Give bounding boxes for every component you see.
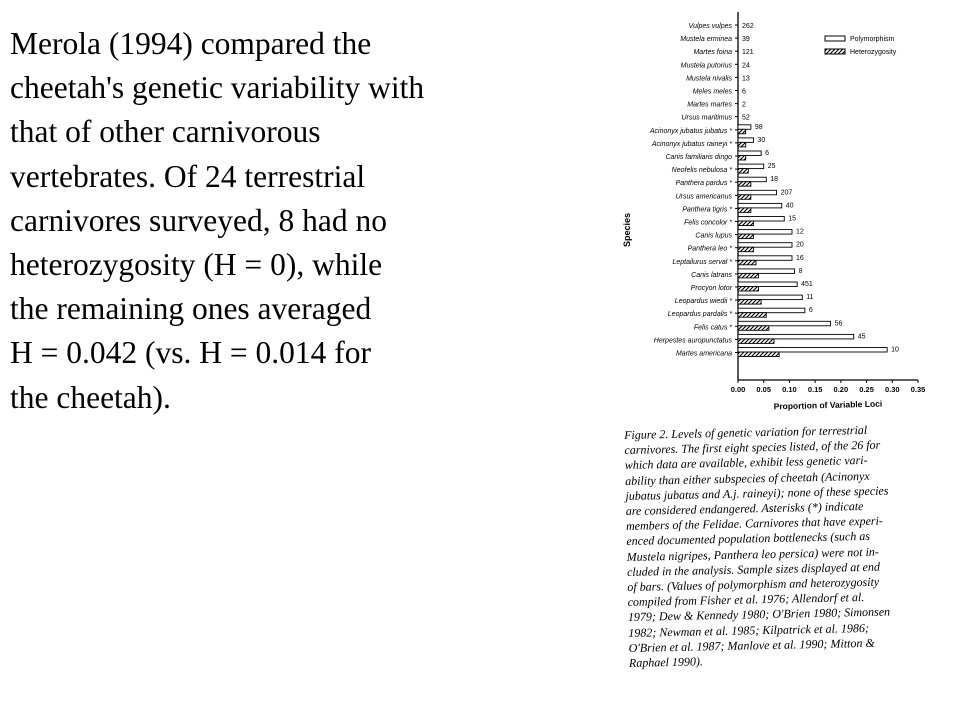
heterozygosity-bar: [738, 182, 751, 187]
heterozygosity-bar: [738, 195, 751, 200]
polymorphism-bar: [738, 321, 831, 326]
caption-line: of bars. (Values of polymorphism and heterozygosity: [627, 574, 880, 594]
species-label: Leopardus wiedii *: [674, 298, 732, 306]
polymorphism-bar: [738, 164, 764, 169]
species-label: Acinonyx jubatus raineyi *: [651, 140, 732, 148]
species-label: Felis concolor *: [684, 219, 732, 227]
caption-line: O'Brien et al. 1987; Manlove et al. 1990; Mitton &: [628, 635, 875, 655]
sample-size-label: 98: [754, 123, 763, 131]
sample-size-label: 2: [742, 101, 746, 109]
x-tick-label: 0.35: [910, 385, 926, 394]
sample-size-label: 262: [742, 23, 754, 30]
legend-label-polymorphism: Polymorphism: [850, 36, 895, 43]
species-label: Panthera pardus *: [675, 180, 732, 188]
text-line: cheetah's genetic variability with: [10, 70, 425, 106]
polymorphism-bar: [738, 177, 766, 182]
sample-size-label: 56: [834, 320, 843, 328]
polymorphism-bar: [738, 151, 761, 156]
caption-line: which data are available, exhibit less genetic vari-: [624, 453, 868, 473]
species-label: Panthera tigris *: [682, 206, 732, 214]
sample-size-label: 16: [796, 254, 804, 262]
polymorphism-bar: [738, 348, 887, 353]
sample-size-label: 10: [891, 346, 899, 354]
polymorphism-bar: [738, 190, 777, 195]
polymorphism-bar: [738, 217, 784, 222]
sample-size-label: 20: [796, 241, 804, 249]
sample-size-label: 13: [742, 75, 750, 83]
heterozygosity-bar: [738, 313, 766, 318]
text-line: H = 0.042 (vs. H = 0.014 for: [10, 335, 372, 371]
sample-size-label: 451: [801, 281, 813, 288]
polymorphism-bar: [738, 125, 751, 130]
heterozygosity-bar: [738, 339, 774, 344]
sample-size-label: 6: [808, 307, 813, 315]
legend-label-heterozygosity: Heterozygosity: [850, 49, 897, 56]
species-label: Neofelis nebulosa *: [671, 167, 732, 175]
caption-line: cluded in the analysis. Sample sizes displayed at end: [626, 559, 881, 579]
species-label: Vulpes vulpes: [688, 23, 732, 30]
x-tick-label: 0.15: [807, 385, 823, 394]
x-tick-label: 0.10: [782, 385, 797, 394]
polymorphism-bar: [738, 256, 792, 260]
species-label: Canis latrans: [691, 271, 732, 279]
species-label: Acinonyx jubatus jubatus *: [649, 127, 732, 135]
heterozygosity-bar: [738, 300, 761, 305]
caption-line: Raphael 1990).: [628, 654, 704, 670]
text-line: that of other carnivorous: [10, 114, 321, 150]
figure-caption: [624, 421, 959, 671]
species-label: Procyon lotor: [690, 285, 732, 292]
caption-line: carnivores. The first eight species listed, of the 26 for: [624, 437, 881, 458]
legend-swatch-polymorphism: [825, 36, 845, 41]
text-line: vertebrates. Of 24 terrestrial: [10, 158, 366, 194]
legend-swatch-heterozygosity: [825, 49, 845, 54]
polymorphism-bar: [738, 334, 854, 339]
species-label: Leopardus pardalis *: [667, 311, 732, 319]
caption-line: 1982; Newman et al. 1985; Kilpatrick et al. 1986;: [628, 620, 870, 640]
sample-size-label: 40: [785, 202, 794, 210]
species-label: Martes americana: [675, 350, 732, 358]
text-line: the remaining ones averaged: [10, 291, 372, 327]
sample-size-label: 25: [767, 163, 776, 171]
caption-line: enced documented population bottlenecks (such as: [626, 529, 871, 549]
polymorphism-bar: [738, 269, 795, 274]
species-label: Canis lupus: [695, 232, 732, 240]
heterozygosity-bar: [738, 208, 751, 213]
sample-size-label: 6: [765, 150, 770, 157]
x-axis-title: Proportion of Variable Loci: [773, 398, 883, 412]
species-label: Felis catus *: [693, 324, 732, 332]
caption-line: Mustela nigripes, Panthera leo persica) were not in-: [626, 544, 879, 564]
sample-size-label: 18: [770, 176, 779, 184]
x-tick-label: 0.20: [833, 385, 849, 394]
caption-line: jubatus jubatus and A.j. raineyi); none of these species: [625, 483, 889, 503]
text-line: the cheetah).: [10, 379, 171, 415]
species-label: Martes martes: [687, 101, 732, 109]
heterozygosity-bar: [738, 234, 753, 239]
heterozygosity-bar: [738, 287, 759, 292]
x-tick-label: 0.25: [859, 385, 874, 394]
polymorphism-bar: [738, 282, 797, 287]
species-label: Leptailurus serval *: [672, 258, 732, 266]
text-line: Merola (1994) compared the: [10, 26, 372, 61]
heterozygosity-bar: [738, 247, 753, 252]
sample-size-label: 30: [757, 136, 766, 144]
polymorphism-bar: [738, 230, 792, 235]
heterozygosity-bar: [738, 142, 746, 147]
polymorphism-bar: [738, 203, 782, 208]
caption-line: ability than either subspecies of cheetah (Acinonyx: [624, 468, 870, 488]
polymorphism-bar: [738, 295, 802, 300]
caption-line: members of the Felidae. Carnivores that have experi-: [625, 513, 883, 534]
caption-line: are considered endangered. Asterisks (*) indicate: [625, 499, 864, 518]
heterozygosity-bar: [738, 156, 746, 161]
x-tick-label: 0.05: [756, 385, 772, 394]
y-axis-title: Species: [622, 212, 632, 248]
description-text: [10, 22, 595, 420]
x-tick-label: 0.30: [884, 385, 900, 394]
sample-size-label: 52: [742, 114, 750, 122]
species-label: Mustela putorius: [680, 62, 732, 70]
species-label: Panthera leo *: [687, 245, 732, 253]
sample-size-label: 6: [742, 88, 746, 96]
polymorphism-bar: [738, 243, 792, 248]
sample-size-label: 45: [857, 333, 866, 341]
sample-size-label: 12: [796, 228, 804, 236]
caption-line: 1979; Dew & Kennedy 1980; O'Brien 1980; Simonsen: [627, 604, 891, 625]
caption-line: compiled from Fisher et al. 1976; Allendorf et al.: [627, 590, 865, 610]
species-label: Martes foina: [693, 49, 732, 57]
heterozygosity-bar: [738, 169, 748, 174]
text-line: carnivores surveyed, 8 had no: [10, 202, 388, 238]
species-label: Mustela erminea: [680, 36, 732, 44]
heterozygosity-bar: [738, 273, 759, 278]
sample-size-label: 11: [806, 294, 814, 302]
variability-bar-chart: [600, 0, 960, 430]
polymorphism-bar: [738, 138, 753, 143]
species-label: Herpestes auropunctatus: [653, 337, 732, 345]
caption-line: Figure 2. Levels of genetic variation for terrestrial: [624, 422, 868, 442]
heterozygosity-bar: [738, 352, 779, 357]
species-label: Canis familiaris dingo: [665, 154, 732, 161]
sample-size-label: 24: [742, 62, 750, 70]
species-label: Ursus maritimus: [681, 114, 732, 122]
heterozygosity-bar: [738, 221, 753, 226]
sample-size-label: 39: [742, 36, 750, 44]
text-line: heterozygosity (H = 0), while: [10, 247, 383, 283]
sample-size-label: 121: [742, 49, 754, 57]
polymorphism-bar: [738, 308, 805, 313]
sample-size-label: 15: [788, 215, 797, 223]
heterozygosity-bar: [738, 326, 769, 331]
species-label: Mustela nivalis: [686, 75, 732, 83]
sample-size-label: 8: [798, 267, 803, 275]
heterozygosity-bar: [738, 129, 746, 134]
sample-size-label: 207: [780, 189, 793, 197]
species-label: Meles meles: [692, 88, 732, 96]
x-tick-label: 0.00: [730, 385, 746, 394]
heterozygosity-bar: [738, 260, 756, 265]
species-label: Ursus americanus: [675, 193, 732, 201]
